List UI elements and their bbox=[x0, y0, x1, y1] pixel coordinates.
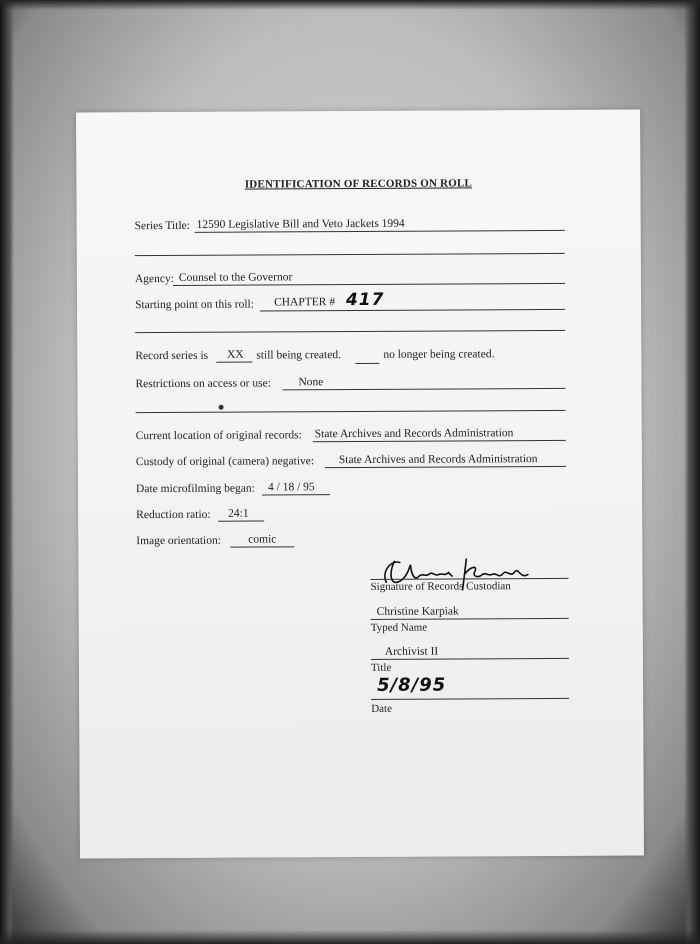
typed-name-caption: Typed Name bbox=[370, 621, 428, 634]
reduction-label: Reduction ratio: bbox=[136, 508, 211, 522]
starting-point-handwritten: 417 bbox=[345, 289, 385, 311]
typed-name-field bbox=[371, 604, 569, 620]
series-title-value: 12590 Legislative Bill and Veto Jackets 1994 bbox=[196, 217, 405, 231]
date-field bbox=[371, 674, 569, 700]
no-longer-blank bbox=[355, 362, 379, 364]
series-title-field bbox=[195, 216, 565, 233]
no-longer-text: no longer being created. bbox=[383, 348, 495, 361]
restrictions-row bbox=[135, 377, 270, 390]
title-caption: Title bbox=[370, 661, 392, 674]
agency-field bbox=[173, 269, 565, 286]
date-began-field bbox=[262, 480, 330, 495]
starting-point-extra-line bbox=[135, 329, 565, 333]
typed-name-value: Christine Karpiak bbox=[376, 605, 459, 618]
orientation-row bbox=[136, 535, 221, 547]
starting-point-label: Starting point on this roll: bbox=[135, 298, 254, 312]
current-location-label: Current location of original records: bbox=[135, 429, 302, 443]
starting-point-value: CHAPTER # bbox=[274, 296, 336, 309]
form-sheet bbox=[76, 110, 644, 859]
orientation-value: comic bbox=[248, 533, 277, 546]
film-frame-edge-top bbox=[0, 0, 700, 10]
orientation-label: Image orientation: bbox=[136, 534, 221, 548]
record-series-label: Record series is bbox=[135, 349, 209, 363]
restrictions-field bbox=[282, 374, 565, 390]
title-value: Archivist II bbox=[384, 645, 439, 658]
starting-point-field bbox=[260, 289, 565, 312]
agency-value: Counsel to the Governor bbox=[178, 271, 293, 284]
form-heading: IDENTIFICATION OF RECORDS ON ROLL bbox=[244, 177, 473, 191]
record-series-row bbox=[135, 350, 208, 362]
series-title-row bbox=[135, 220, 190, 232]
orientation-field bbox=[230, 532, 294, 547]
record-series-still-mark bbox=[216, 348, 252, 363]
signature-caption: Signature of Records Custodian bbox=[370, 580, 511, 593]
reduction-row bbox=[136, 509, 210, 521]
date-began-row bbox=[136, 483, 255, 496]
series-title-extra-line bbox=[135, 252, 565, 256]
restrictions-value: None bbox=[298, 376, 324, 389]
agency-label: Agency: bbox=[134, 272, 174, 286]
reduction-field bbox=[218, 507, 264, 522]
date-handwritten: 5/8/95 bbox=[376, 674, 447, 696]
date-began-value: 4 / 18 / 95 bbox=[267, 481, 315, 494]
ink-speck bbox=[219, 405, 224, 410]
date-caption: Date bbox=[371, 702, 392, 715]
record-series-mark: XX bbox=[226, 348, 244, 361]
restrictions-label: Restrictions on access or use: bbox=[135, 377, 271, 391]
film-frame-edge-bottom bbox=[0, 930, 700, 944]
title-field bbox=[371, 644, 569, 660]
custody-value: State Archives and Records Administration bbox=[338, 453, 538, 467]
still-created-text: still being created. bbox=[256, 349, 341, 362]
custody-field bbox=[325, 452, 566, 468]
date-began-label: Date microfilming began: bbox=[135, 482, 255, 496]
series-title-label: Series Title: bbox=[134, 219, 190, 233]
custody-label: Custody of original (camera) negative: bbox=[135, 455, 315, 469]
reduction-value: 24:1 bbox=[228, 507, 249, 520]
custody-row bbox=[136, 455, 314, 468]
agency-row bbox=[135, 273, 174, 285]
film-frame-edge-right bbox=[684, 0, 700, 944]
current-location-field bbox=[313, 426, 566, 442]
film-frame-edge-left bbox=[0, 0, 14, 944]
starting-point-row bbox=[135, 299, 254, 312]
current-location-value: State Archives and Records Administration bbox=[314, 427, 514, 441]
current-location-row bbox=[136, 429, 302, 442]
restrictions-extra-line bbox=[136, 409, 566, 413]
